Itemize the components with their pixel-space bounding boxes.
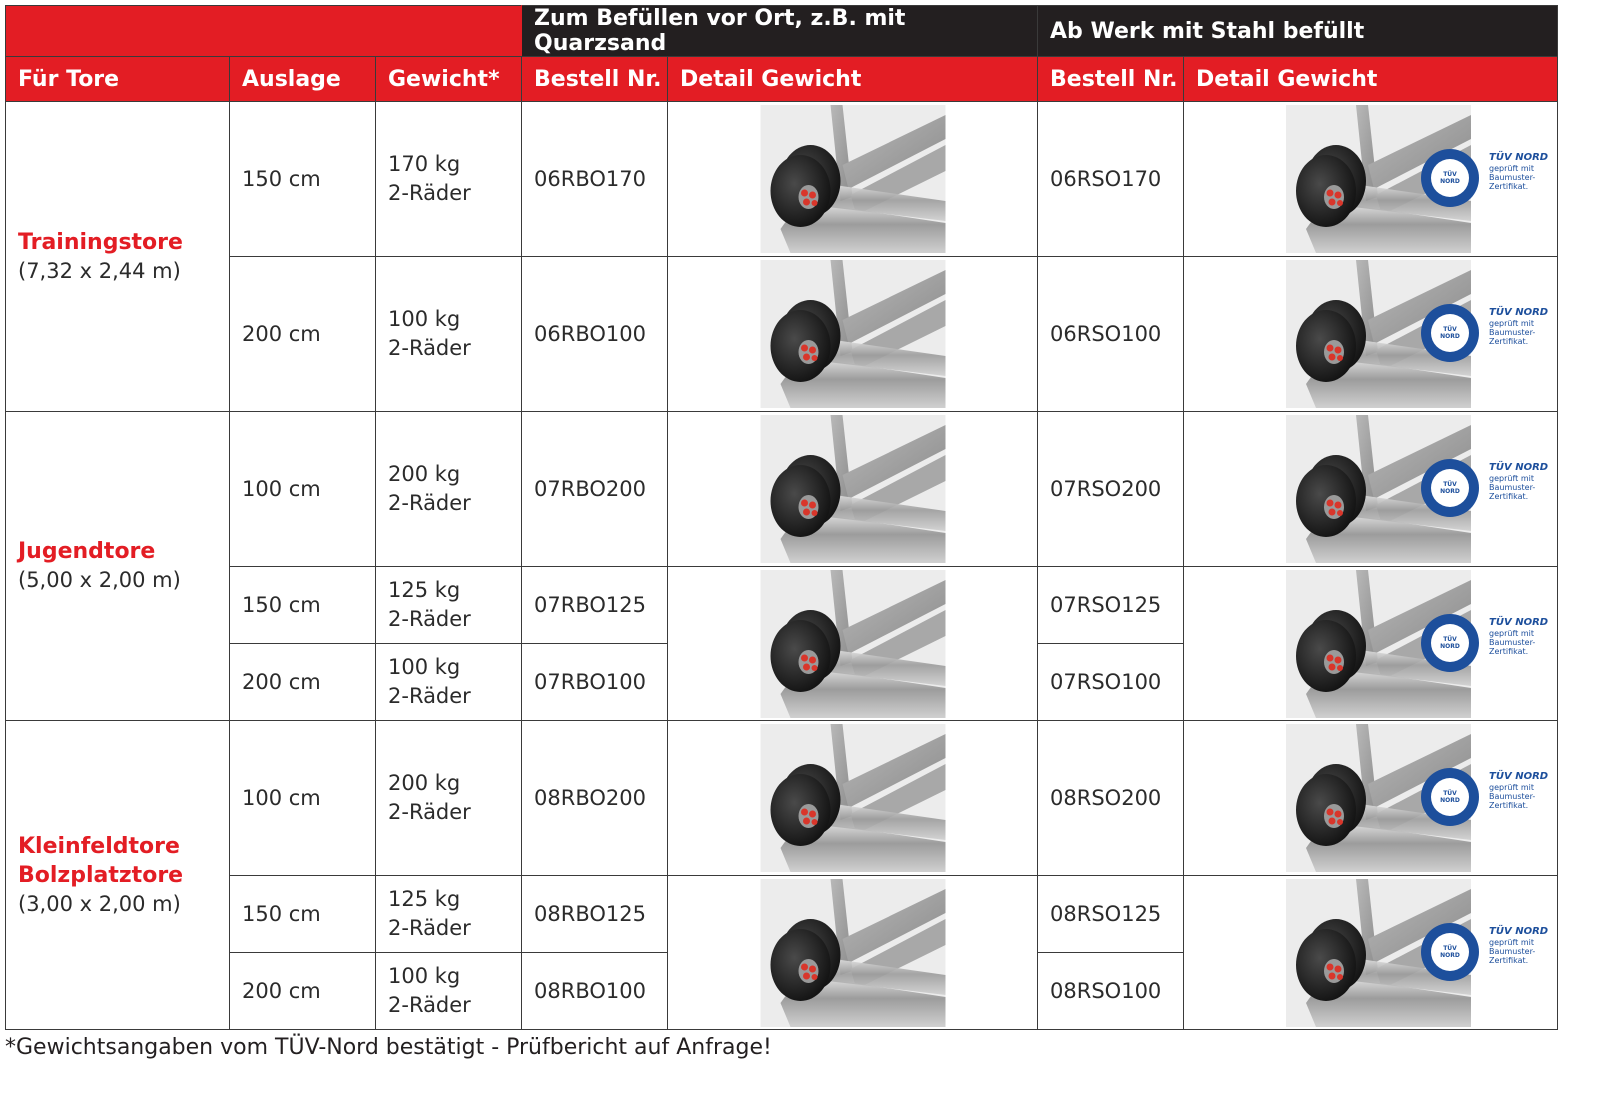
detail-image-right (1184, 721, 1558, 876)
column-header-gewicht: Gewicht* (376, 57, 522, 102)
detail-image-left (668, 412, 1038, 567)
auslage-cell: 150 cm (230, 876, 376, 953)
order-number-left: 08RBO200 (522, 721, 668, 876)
order-number-right: 06RSO170 (1038, 102, 1184, 257)
weight-kg: 100 kg (388, 307, 461, 331)
badge-title: TÜV NORD (1489, 771, 1549, 782)
wheel-weight-illustration-icon (760, 879, 945, 1027)
badge-line: Zertifikat. (1489, 337, 1529, 346)
tuv-nord-seal-icon (1421, 923, 1479, 981)
badge-line: Zertifikat. (1489, 646, 1529, 656)
goal-type-label: Trainingstore (18, 229, 183, 255)
goal-dimensions: (3,00 x 2,00 m) (18, 891, 181, 916)
tuv-nord-seal-icon (1421, 768, 1479, 826)
table-row (6, 721, 1558, 876)
group-header-blank (6, 6, 522, 57)
detail-image-left (668, 102, 1038, 257)
table-row (6, 257, 1558, 412)
wheel-count: 2-Räder (388, 800, 471, 824)
weight-cell (376, 721, 522, 876)
order-number-left: 07RBO100 (522, 644, 668, 721)
column-header-bestell-nr-left: Bestell Nr. (522, 57, 668, 102)
badge-line: Baumuster- (1489, 792, 1536, 801)
table-row (6, 412, 1558, 567)
wheel-weight-illustration-icon (760, 105, 945, 253)
tuv-nord-text (1489, 771, 1549, 810)
tuv-nord-seal-icon (1421, 304, 1479, 362)
weight-cell (376, 953, 522, 1030)
auslage-cell: 200 cm (230, 257, 376, 412)
badge-line: geprüft mit (1489, 937, 1534, 947)
tuv-nord-badge (1421, 768, 1549, 828)
wheel-count: 2-Räder (388, 181, 471, 205)
badge-line: geprüft mit (1489, 783, 1534, 792)
detail-image-left (668, 567, 1038, 721)
badge-line: geprüft mit (1489, 319, 1534, 328)
tuv-nord-text (1489, 462, 1549, 501)
seal-label: TÜV NORD (1440, 635, 1460, 650)
group-header-factory-steel: Ab Werk mit Stahl befüllt (1038, 6, 1558, 57)
detail-image-left (668, 721, 1038, 876)
tuv-nord-badge (1421, 923, 1549, 983)
badge-line: Baumuster- (1489, 173, 1536, 182)
seal-label: TÜV NORD (1440, 481, 1460, 495)
goal-type-label: Bolzplatztore (18, 862, 184, 888)
weight-cell (376, 412, 522, 567)
auslage-cell: 100 cm (230, 412, 376, 567)
wheel-count: 2-Räder (388, 607, 471, 631)
detail-image-left (668, 257, 1038, 412)
order-number-right: 07RSO100 (1038, 644, 1184, 721)
column-header-detail-gewicht-right: Detail Gewicht (1184, 57, 1558, 102)
wheel-weight-illustration-icon (760, 724, 945, 872)
detail-image-right (1184, 257, 1558, 412)
auslage-cell: 200 cm (230, 953, 376, 1030)
weight-kg: 200 kg (388, 771, 461, 795)
weight-kg: 125 kg (388, 578, 461, 602)
goal-type-label: Kleinfeldtore (18, 833, 180, 859)
badge-line: Zertifikat. (1489, 801, 1529, 810)
seal-label: TÜV NORD (1440, 171, 1460, 185)
goal-type-label: Jugendtore (18, 539, 156, 564)
table-row (6, 567, 1558, 644)
badge-line: geprüft mit (1489, 164, 1534, 173)
wheel-count: 2-Räder (388, 993, 471, 1017)
badge-line: Baumuster- (1489, 483, 1536, 492)
spec-table (5, 5, 1558, 1030)
badge-title: TÜV NORD (1489, 925, 1549, 937)
detail-image-right (1184, 102, 1558, 257)
order-number-right: 08RSO125 (1038, 876, 1184, 953)
goal-type-cell (6, 102, 230, 412)
column-header-detail-gewicht-left: Detail Gewicht (668, 57, 1038, 102)
weight-kg: 100 kg (388, 655, 461, 679)
column-header-fuer-tore: Für Tore (6, 57, 230, 102)
wheel-count: 2-Räder (388, 684, 471, 708)
badge-line: Zertifikat. (1489, 955, 1529, 965)
weight-kg: 170 kg (388, 152, 461, 176)
badge-line: geprüft mit (1489, 628, 1534, 638)
badge-line: Baumuster- (1489, 946, 1536, 956)
seal-label: TÜV NORD (1440, 944, 1460, 959)
order-number-right: 07RSO125 (1038, 567, 1184, 644)
footnote: *Gewichtsangaben vom TÜV-Nord bestätigt - Prüfbericht auf Anfrage! (5, 1035, 772, 1060)
auslage-cell: 200 cm (230, 644, 376, 721)
tuv-nord-text (1489, 926, 1549, 965)
tuv-nord-seal-icon (1421, 149, 1479, 207)
detail-image-right (1184, 567, 1558, 721)
weight-kg: 100 kg (388, 964, 461, 988)
order-number-left: 06RBO100 (522, 257, 668, 412)
column-header-auslage: Auslage (230, 57, 376, 102)
tuv-nord-badge (1421, 614, 1549, 674)
tuv-nord-badge (1421, 459, 1549, 519)
weight-kg: 200 kg (388, 462, 461, 486)
weight-cell (376, 876, 522, 953)
goal-dimensions: (7,32 x 2,44 m) (18, 258, 181, 283)
table-row (6, 102, 1558, 257)
badge-title: TÜV NORD (1489, 616, 1549, 628)
weight-kg: 125 kg (388, 887, 461, 911)
wheel-weight-illustration-icon (760, 260, 945, 408)
detail-image-left (668, 876, 1038, 1030)
wheel-count: 2-Räder (388, 916, 471, 940)
seal-label: TÜV NORD (1440, 790, 1460, 804)
weight-cell (376, 567, 522, 644)
wheel-count: 2-Räder (388, 336, 471, 360)
wheel-count: 2-Räder (388, 491, 471, 515)
weight-cell (376, 257, 522, 412)
badge-title: TÜV NORD (1489, 307, 1549, 318)
order-number-left: 07RBO200 (522, 412, 668, 567)
tuv-nord-seal-icon (1421, 614, 1479, 672)
seal-label: TÜV NORD (1440, 326, 1460, 340)
goal-dimensions: (5,00 x 2,00 m) (18, 568, 181, 592)
goal-type-cell (6, 721, 230, 1030)
tuv-nord-text (1489, 307, 1549, 346)
auslage-cell: 150 cm (230, 102, 376, 257)
tuv-nord-badge (1421, 149, 1549, 209)
badge-line: Zertifikat. (1489, 182, 1529, 191)
detail-image-right (1184, 876, 1558, 1030)
tuv-nord-text (1489, 152, 1549, 191)
auslage-cell: 100 cm (230, 721, 376, 876)
order-number-left: 08RBO125 (522, 876, 668, 953)
wheel-weight-illustration-icon (760, 415, 945, 563)
tuv-nord-badge (1421, 304, 1549, 364)
goal-type-cell (6, 412, 230, 721)
badge-title: TÜV NORD (1489, 462, 1549, 473)
badge-line: geprüft mit (1489, 474, 1534, 483)
tuv-nord-text (1489, 617, 1549, 656)
badge-line: Zertifikat. (1489, 492, 1529, 501)
detail-image-right (1184, 412, 1558, 567)
badge-line: Baumuster- (1489, 328, 1536, 337)
wheel-weight-illustration-icon (760, 570, 945, 718)
order-number-right: 07RSO200 (1038, 412, 1184, 567)
badge-line: Baumuster- (1489, 637, 1536, 647)
table-row (6, 876, 1558, 953)
weight-cell (376, 644, 522, 721)
weight-cell (376, 102, 522, 257)
group-header-row (6, 6, 1558, 57)
order-number-left: 08RBO100 (522, 953, 668, 1030)
order-number-right: 08RSO200 (1038, 721, 1184, 876)
order-number-right: 06RSO100 (1038, 257, 1184, 412)
order-number-left: 07RBO125 (522, 567, 668, 644)
column-header-bestell-nr-right: Bestell Nr. (1038, 57, 1184, 102)
group-header-on-site-fill: Zum Befüllen vor Ort, z.B. mit Quarzsand (522, 6, 1038, 57)
auslage-cell: 150 cm (230, 567, 376, 644)
order-number-left: 06RBO170 (522, 102, 668, 257)
order-number-right: 08RSO100 (1038, 953, 1184, 1030)
column-header-row (6, 57, 1558, 102)
tuv-nord-seal-icon (1421, 459, 1479, 517)
badge-title: TÜV NORD (1489, 152, 1549, 163)
